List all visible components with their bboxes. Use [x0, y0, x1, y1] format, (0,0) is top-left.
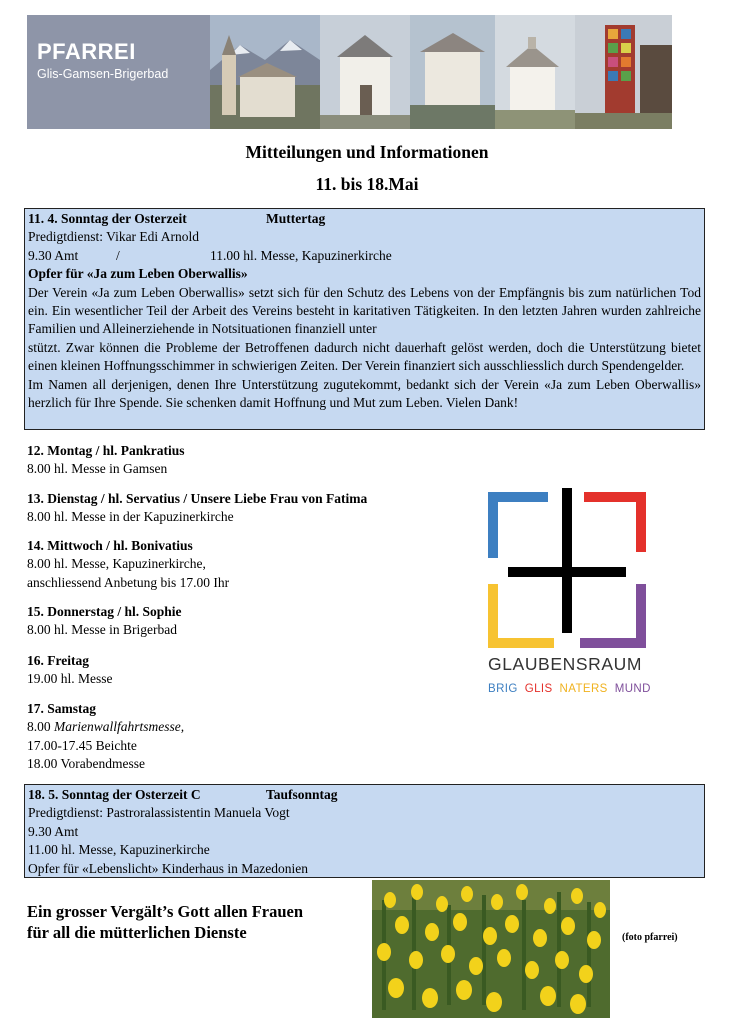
sunday-11-text-1: Der Verein «Ja zum Leben Oberwallis» setzt sich für den Schutz des Lebens von der Empfängnis bis zum natürlichen Tod ein. Ein wesentlicher Teil der Arbeit des Vereins besteht in karitativen Tätigkeiten. In den letzten Jahren wurden zahlreiche Familien und Alleinerziehende in Notsituationen finanziell unter — [28, 284, 701, 337]
logo-towns — [488, 680, 658, 698]
thanks-line-2: für all die mütterlichen Dienste — [27, 923, 247, 942]
day-title: 16. Freitag — [27, 653, 89, 668]
banner-photo-collage — [210, 15, 672, 129]
day-line: 17.00-17.45 Beichte — [27, 737, 137, 753]
day-15 — [27, 603, 467, 640]
logo-town-mund: MUND — [614, 683, 651, 695]
logo-red-corner — [584, 492, 646, 552]
day-title: 13. Dienstag / hl. Servatius / Unsere Liebe Frau von Fatima — [27, 491, 368, 506]
day-line: 8.00 hl. Messe in Gamsen — [27, 461, 168, 477]
logo-cross-horizontal — [508, 567, 626, 577]
day-line — [27, 718, 467, 736]
day-line: 18.00 Vorabendmesse — [27, 756, 145, 772]
day-12 — [27, 442, 467, 479]
day-line-time: 8.00 — [27, 719, 51, 735]
sunday-18-line-3: Opfer für «Lebenslicht» Kinderhaus in Mazedonien — [28, 860, 309, 876]
tulips-photo — [372, 880, 610, 1018]
day-title: 15. Donnerstag / hl. Sophie — [27, 604, 182, 619]
banner-subtitle: Glis-Gamsen-Brigerbad — [37, 67, 169, 81]
logo-yellow-corner — [488, 584, 554, 648]
sunday-18-preacher: Predigtdienst: Pastroralassistentin Manuela Vogt — [28, 805, 290, 821]
logo-town-glis: GLIS — [524, 683, 553, 695]
day-line: 8.00 hl. Messe in Brigerbad — [27, 622, 177, 638]
sunday-18-box — [24, 784, 705, 878]
day-line: anschliessend Anbetung bis 17.00 Ihr — [27, 574, 230, 590]
sunday-11-box — [24, 208, 705, 430]
day-title: 17. Samstag — [27, 701, 97, 716]
church-photos-image — [210, 15, 672, 129]
sunday-18-line-2: 11.00 hl. Messe, Kapuzinerkirche — [28, 842, 210, 858]
page-title: Mitteilungen und Informationen — [245, 142, 489, 162]
day-17 — [27, 700, 467, 774]
glaubensraum-logo — [484, 488, 654, 698]
thanks-message — [27, 901, 367, 943]
photo-credit: (foto pfarrei) — [622, 932, 678, 943]
day-14 — [27, 537, 467, 592]
day-title: 14. Mittwoch / hl. Bonivatius — [27, 538, 193, 553]
sunday-11-mass-time-2: 11.00 hl. Messe, Kapuzinerkirche — [210, 247, 392, 263]
day-line: 8.00 hl. Messe in der Kapuzinerkirche — [27, 509, 234, 525]
sunday-11-title: 11. 4. Sonntag der Osterzeit — [28, 211, 187, 226]
parish-banner — [27, 15, 672, 129]
day-13 — [27, 490, 467, 527]
banner-title-panel — [27, 15, 210, 129]
sunday-11-offering-title: Opfer für «Ja zum Leben Oberwallis» — [28, 266, 248, 282]
day-line: 19.00 hl. Messe — [27, 671, 113, 687]
logo-cross-vertical — [562, 488, 572, 633]
logo-town-brig: BRIG — [488, 683, 518, 695]
logo-purple-corner — [580, 584, 646, 648]
sunday-18-occasion: Taufsonntag — [266, 787, 338, 802]
logo-blue-corner — [488, 492, 548, 558]
banner-title: PFARREI — [37, 39, 136, 64]
sunday-11-mass-time: 9.30 Amt — [28, 247, 79, 263]
day-line: 8.00 hl. Messe, Kapuzinerkirche, — [27, 556, 206, 572]
day-line-italic: Marienwallfahrtsmesse, — [54, 719, 185, 735]
logo-name: GLAUBENSRAUM — [488, 654, 643, 674]
day-title: 12. Montag / hl. Pankratius — [27, 443, 185, 458]
sunday-11-text-2: stützt. Zwar können die Probleme der Betroffenen dadurch nicht dauerhaft gelöst werden, doch die Unterstützung bietet einen kleinen Hoffnungsschimmer in schwierigen Zeiten. Der Verein finanziert sich ausschliesslich durch Spendengelder. — [28, 339, 701, 374]
logo-town-naters: NATERS — [559, 683, 608, 695]
sunday-11-preacher: Predigtdienst: Vikar Edi Arnold — [28, 229, 200, 245]
page-date-range: 11. bis 18.Mai — [315, 174, 419, 194]
cross-frame-icon — [484, 488, 654, 653]
day-16 — [27, 652, 467, 689]
sunday-18-line-1: 9.30 Amt — [28, 823, 79, 839]
sunday-18-title: 18. 5. Sonntag der Osterzeit C — [28, 787, 201, 802]
sunday-11-text-3: Im Namen all derjenigen, denen Ihre Unterstützung zugutekommt, bedankt sich der Verein «Ja zum Leben Oberwallis» herzlich für Ihre Spende. Sie schenken damit Hoffnung und Mut zum Leben. Vielen Dank! — [28, 376, 701, 411]
sunday-11-occasion: Muttertag — [266, 211, 326, 226]
tulips-image — [372, 880, 610, 1018]
sunday-11-mass-separator: / — [116, 247, 120, 263]
thanks-line-1: Ein grosser Vergält’s Gott allen Frauen — [27, 902, 304, 921]
